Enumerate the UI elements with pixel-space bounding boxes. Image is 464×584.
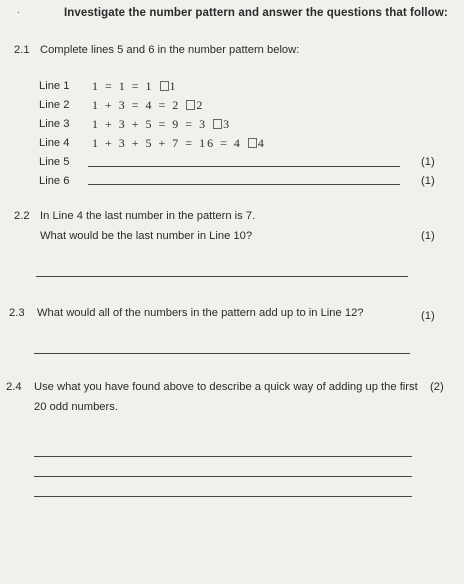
line-6-label: Line 6 — [39, 175, 70, 187]
square-symbol-icon — [160, 81, 169, 91]
square-symbol-icon — [213, 119, 222, 129]
line-6-mark: (1) — [421, 175, 435, 187]
question-2-4-number: 2.4 — [6, 381, 22, 393]
question-2-1-number: 2.1 — [14, 44, 30, 56]
pattern-equation: 1 + 3 = 4 = 2 2 — [92, 98, 205, 112]
question-2-1-text: Complete lines 5 and 6 in the number pattern below: — [40, 44, 300, 56]
pattern-line-label: Line 1 — [39, 80, 70, 92]
square-symbol-icon — [248, 138, 257, 148]
question-2-2-text-2: What would be the last number in Line 10? — [40, 230, 253, 242]
question-2-4-text-1: Use what you have found above to describe a quick way of adding up the first — [34, 381, 418, 393]
question-2-3-mark: (1) — [421, 310, 435, 322]
question-2-4-mark: (2) — [430, 381, 444, 393]
square-symbol-icon — [186, 100, 195, 110]
question-2-3-text: What would all of the numbers in the pattern add up to in Line 12? — [37, 307, 364, 319]
pattern-equation: 1 + 3 + 5 = 9 = 3 3 — [92, 117, 232, 131]
question-2-3-answer-field[interactable] — [34, 353, 410, 354]
question-2-3-number: 2.3 — [9, 307, 25, 319]
question-2-2-number: 2.2 — [14, 210, 30, 222]
pattern-equation: 1 + 3 + 5 + 7 = 16 = 4 4 — [92, 136, 266, 150]
pattern-line-label: Line 3 — [39, 118, 70, 130]
instruction-heading: Investigate the number pattern and answer the questions that follow: — [64, 7, 448, 19]
pattern-line-label: Line 2 — [39, 99, 70, 111]
line-5-answer-field[interactable] — [88, 166, 400, 167]
pattern-line-label: Line 4 — [39, 137, 70, 149]
line-5-mark: (1) — [421, 156, 435, 168]
question-2-2-answer-field[interactable] — [36, 276, 408, 277]
question-2-4-answer-field-1[interactable] — [34, 456, 412, 457]
question-2-2-mark: (1) — [421, 230, 435, 242]
question-2-4-answer-field-3[interactable] — [34, 496, 412, 497]
line-6-answer-field[interactable] — [88, 184, 400, 185]
question-2-4-text-2: 20 odd numbers. — [34, 401, 118, 413]
question-2-4-answer-field-2[interactable] — [34, 476, 412, 477]
line-5-label: Line 5 — [39, 156, 70, 168]
pattern-equation: 1 = 1 = 1 1 — [92, 79, 178, 93]
stray-dot: . — [17, 5, 20, 16]
question-2-2-text-1: In Line 4 the last number in the pattern is 7. — [40, 210, 256, 222]
